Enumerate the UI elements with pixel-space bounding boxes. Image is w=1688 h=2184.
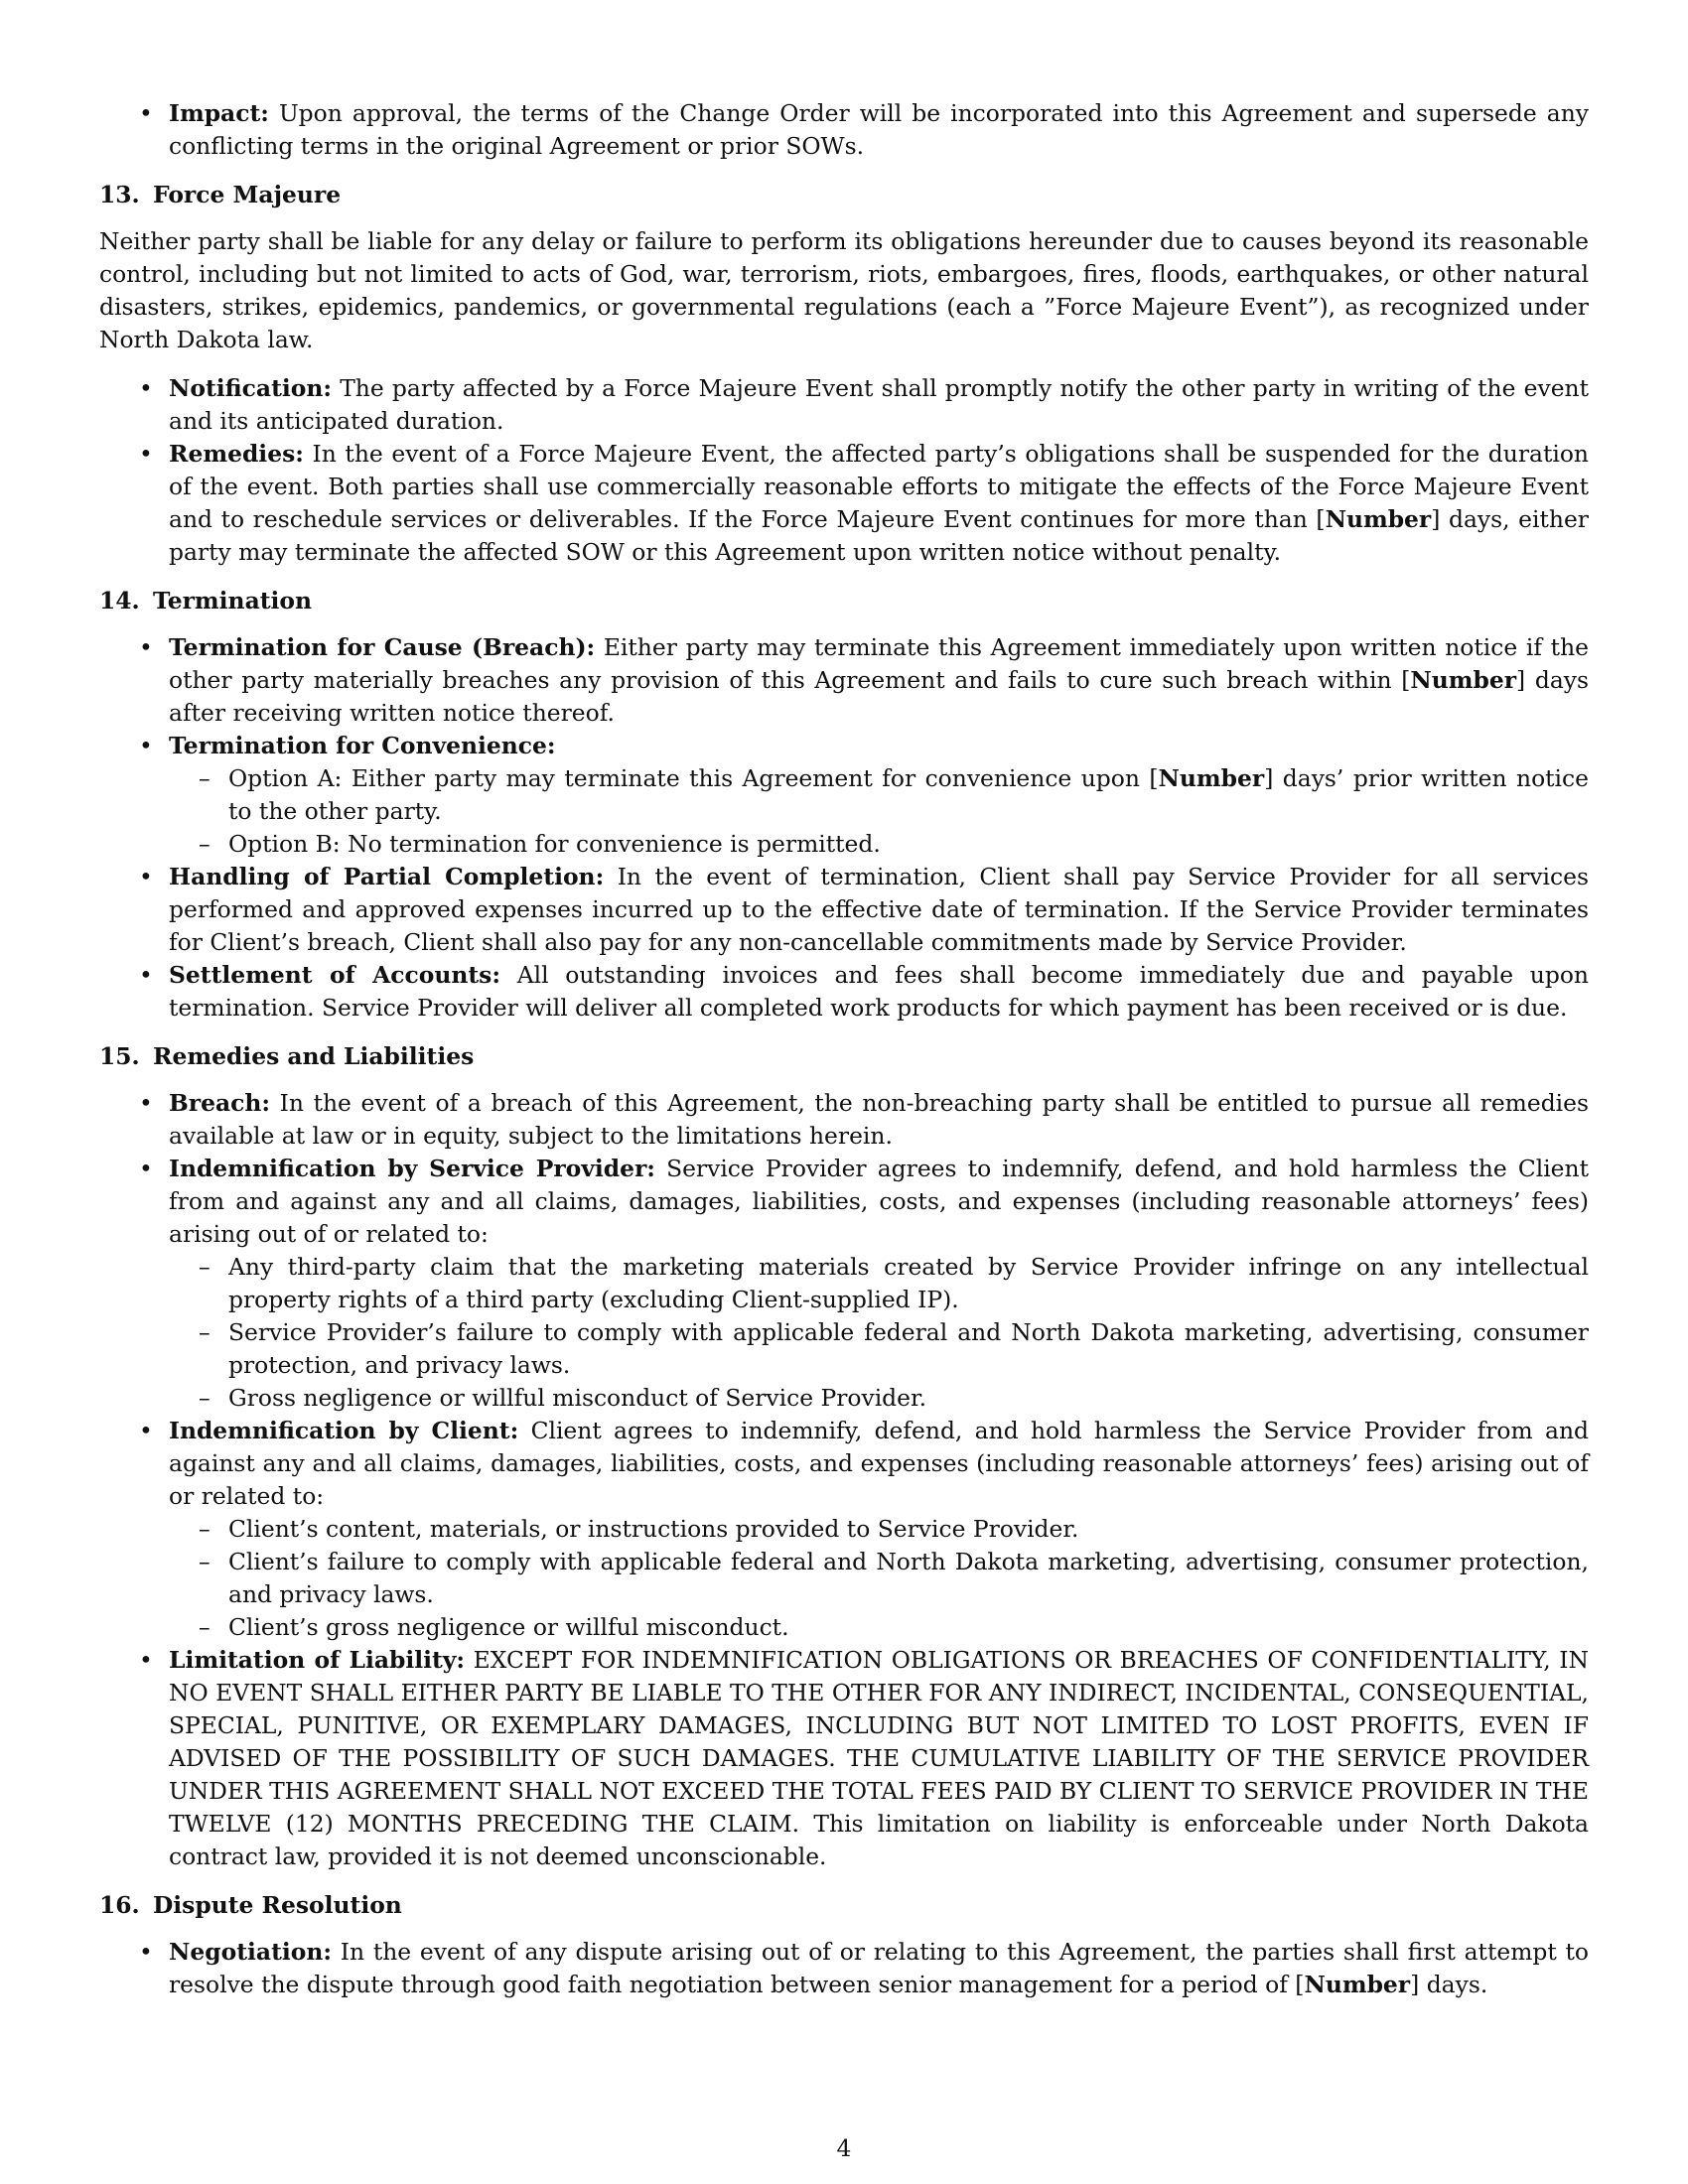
item-label: Breach: xyxy=(169,1089,271,1117)
item-label: Notification: xyxy=(169,374,333,402)
section-title: Remedies and Liabilities xyxy=(153,1042,475,1070)
list-item-negotiation xyxy=(99,1936,1589,2001)
item-text: ] days, either party may terminate the affected SOW or this Agreement upon written notice without penalty. xyxy=(169,505,1589,566)
sub-item: – Service Provider’s failure to comply with applicable federal and North Dakota marketing, advertising, consumer protection, and privacy laws. xyxy=(99,1316,1589,1382)
list-item-limitation-of-liability xyxy=(99,1644,1589,1873)
item-label: Indemnification by Client: xyxy=(169,1417,519,1444)
placeholder-number: Number xyxy=(1325,505,1432,533)
item-text: The party affected by a Force Majeure Event shall promptly notify the other party in writing of the event and its anticipated duration. xyxy=(169,374,1589,435)
item-label: Impact: xyxy=(169,99,269,127)
item-label: Negotiation: xyxy=(169,1938,332,1966)
sub-item: – Any third-party claim that the marketing materials created by Service Provider infringe on any intellectual property rights of a third party (excluding Client-supplied IP). xyxy=(99,1251,1589,1316)
item-text: Upon approval, the terms of the Change Order will be incorporated into this Agreement and supersede any conflicting terms in the original Agreement or prior SOWs. xyxy=(169,99,1589,160)
sub-item: – Client’s gross negligence or willful misconduct. xyxy=(99,1611,1589,1644)
list-item-remedies xyxy=(99,438,1589,569)
item-label: Indemnification by Service Provider: xyxy=(169,1155,655,1182)
item-text: In the event of termination, Client shall pay Service Provider for all services performed and approved expenses incurred up to the effective date of termination. If the Service Provider terminates for Client’s breach, Client shall also pay for any non-cancellable commitments made by Service Provider. xyxy=(169,863,1589,956)
item-text: Option A: Either party may terminate this Agreement for convenience upon [ xyxy=(228,764,1159,792)
section-heading-remedies-liabilities xyxy=(99,1040,1589,1073)
list-item-breach xyxy=(99,1087,1589,1153)
section-heading-dispute-resolution xyxy=(99,1889,1589,1922)
force-majeure-paragraph: Neither party shall be liable for any delay or failure to perform its obligations hereunder due to causes beyond its reasonable control, including but not limited to acts of God, war, terrorism, riots, embargoes, fires, floods, earthquakes, or other natural disasters, strikes, epidemics, pandemics, or governmental regulations (each a ”Force Majeure Event”), as recognized under North Dakota law. xyxy=(99,227,1589,353)
list-item-indemnification-client xyxy=(99,1415,1589,1513)
placeholder-number: Number xyxy=(1158,764,1265,792)
list-item-partial-completion xyxy=(99,861,1589,959)
section-title: Force Majeure xyxy=(153,181,342,208)
list-item-indemnification-service-provider xyxy=(99,1153,1589,1251)
item-label: Termination for Convenience: xyxy=(169,732,556,759)
item-label: Limitation of Liability: xyxy=(169,1646,466,1674)
sub-item: – Client’s content, materials, or instructions provided to Service Provider. xyxy=(99,1513,1589,1546)
section-number: 14. xyxy=(99,587,140,614)
section-number: 13. xyxy=(99,181,140,208)
list-item-termination-convenience xyxy=(99,730,1589,762)
item-text: Client agrees to indemnify, defend, and hold harmless the Service Provider from and against any and all claims, damages, liabilities, costs, and expenses (including reasonable attorneys’ fees) arising out of or related to: xyxy=(169,1417,1589,1510)
item-text: Service Provider agrees to indemnify, defend, and hold harmless the Client from and against any and all claims, damages, liabilities, costs, and expenses (including reasonable attorneys’ fees) arising out of or related to: xyxy=(169,1155,1589,1248)
placeholder-number: Number xyxy=(1304,1971,1411,1998)
impact-list xyxy=(99,97,1589,163)
item-text: ] days. xyxy=(1410,1971,1488,1998)
list-item-impact xyxy=(99,97,1589,163)
item-text: Either party may terminate this Agreement immediately upon written notice if the other party materially breaches any provision of this Agreement and fails to cure such breach within [ xyxy=(169,633,1589,694)
section-number: 16. xyxy=(99,1891,140,1919)
item-text: In the event of a Force Majeure Event, the affected party’s obligations shall be suspended for the duration of the event. Both parties shall use commercially reasonable efforts to mitigate the effects of the Force Majeure Event and to reschedule services or deliverables. If the Force Majeure Event continues for more than [ xyxy=(169,440,1589,533)
force-majeure-list xyxy=(99,372,1589,569)
sub-item: – Gross negligence or willful misconduct of Service Provider. xyxy=(99,1382,1589,1415)
list-item-notification xyxy=(99,372,1589,438)
item-text: In the event of any dispute arising out of or relating to this Agreement, the parties shall first attempt to resolve the dispute through good faith negotiation between senior management for a period of [ xyxy=(169,1938,1589,1998)
section-heading-force-majeure xyxy=(99,179,1589,211)
sub-item-option-b: – Option B: No termination for convenience is permitted. xyxy=(99,828,1589,861)
item-label: Termination for Cause (Breach): xyxy=(169,633,596,661)
item-label: Handling of Partial Completion: xyxy=(169,863,605,890)
sub-item-option-a xyxy=(99,762,1589,828)
item-text: ] days’ prior written notice to the other party. xyxy=(228,764,1589,825)
item-text: EXCEPT FOR INDEMNIFICATION OBLIGATIONS OR BREACHES OF CONFIDENTIALITY, IN NO EVENT SHALL EITHER PARTY BE LIABLE TO THE OTHER FOR ANY INDIRECT, INCIDENTAL, CONSEQUENTIAL, SPECIAL, PUNITIVE, OR EXEMPLARY DAMAGES, INCLUDING BUT NOT LIMITED TO LOST PROFITS, EVEN IF ADVISED OF THE POSSIBILITY OF SUCH DAMAGES. THE CUMULATIVE LIABILITY OF THE SERVICE PROVIDER UNDER THIS AGREEMENT SHALL NOT EXCEED THE TOTAL FEES PAID BY CLIENT TO SERVICE PROVIDER IN THE TWELVE (12) MONTHS PRECEDING THE CLAIM. This limitation on liability is enforceable under North Dakota contract law, provided it is not deemed unconscionable. xyxy=(169,1646,1589,1870)
item-label: Settlement of Accounts: xyxy=(169,961,500,989)
section-title: Termination xyxy=(153,587,313,614)
item-text: ] days after receiving written notice thereof. xyxy=(169,666,1589,727)
item-label: Remedies: xyxy=(169,440,304,468)
sub-item: – Client’s failure to comply with applicable federal and North Dakota marketing, advertising, consumer protection, and privacy laws. xyxy=(99,1546,1589,1611)
remedies-list xyxy=(99,1087,1589,1873)
item-text: In the event of a breach of this Agreement, the non-breaching party shall be entitled to pursue all remedies available at law or in equity, subject to the limitations herein. xyxy=(169,1089,1589,1150)
list-item-settlement xyxy=(99,959,1589,1024)
page-number: 4 xyxy=(836,2134,852,2162)
dispute-list xyxy=(99,1936,1589,2001)
list-item-termination-cause xyxy=(99,631,1589,730)
section-heading-termination xyxy=(99,585,1589,617)
termination-list xyxy=(99,631,1589,1024)
section-title: Dispute Resolution xyxy=(153,1891,402,1919)
section-number: 15. xyxy=(99,1042,140,1070)
item-text: All outstanding invoices and fees shall become immediately due and payable upon termination. Service Provider will deliver all completed work products for which payment has been received or is due. xyxy=(169,961,1589,1022)
document-page xyxy=(99,97,1589,2017)
placeholder-number: Number xyxy=(1410,666,1517,694)
